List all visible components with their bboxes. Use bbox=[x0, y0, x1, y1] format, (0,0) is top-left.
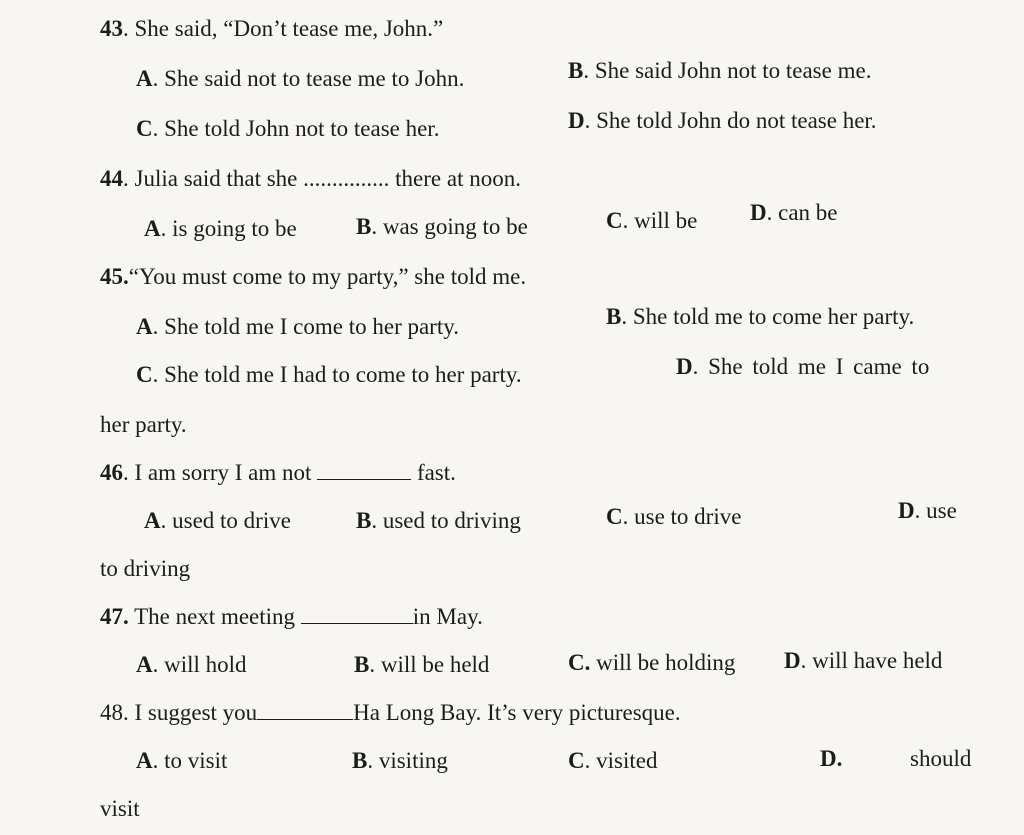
option-44-d: D. can be bbox=[750, 200, 838, 225]
option-47-b: B. will be held bbox=[354, 652, 490, 677]
option-48-d: D. should bbox=[820, 746, 972, 771]
option-46-b: B. used to driving bbox=[356, 508, 521, 533]
option-45-b: B. She told me to come her party. bbox=[606, 304, 915, 329]
option-43-b: B. She said John not to tease me. bbox=[568, 58, 872, 83]
option-48-d-continuation: visit bbox=[100, 796, 140, 821]
option-46-c: C. use to drive bbox=[606, 504, 742, 529]
option-47-a: A. will hold bbox=[136, 652, 247, 677]
question-43-stem: 43. She said, “Don’t tease me, John.” bbox=[100, 16, 444, 41]
option-47-c: C. will be holding bbox=[568, 650, 736, 675]
option-46-d-continuation: to driving bbox=[100, 556, 191, 581]
option-48-a: A. to visit bbox=[136, 748, 228, 773]
option-45-c: C. She told me I had to come to her party. bbox=[136, 362, 522, 387]
option-44-c: C. will be bbox=[606, 208, 698, 233]
answer-blank bbox=[301, 605, 413, 624]
option-43-a: A. She said not to tease me to John. bbox=[136, 66, 465, 91]
answer-blank bbox=[257, 701, 353, 720]
option-44-a: A. is going to be bbox=[144, 216, 297, 241]
question-45-stem: 45.“You must come to my party,” she told me. bbox=[100, 264, 527, 289]
option-43-c: C. She told John not to tease her. bbox=[136, 116, 440, 141]
option-45-d-continuation: her party. bbox=[100, 412, 187, 437]
option-43-d: D. She told John do not tease her. bbox=[568, 108, 877, 133]
option-45-a: A. She told me I come to her party. bbox=[136, 314, 459, 339]
option-46-a: A. used to drive bbox=[144, 508, 291, 533]
option-44-b: B. was going to be bbox=[356, 214, 528, 239]
answer-blank: ............... bbox=[303, 166, 390, 191]
option-46-d: D. use bbox=[898, 498, 957, 523]
option-48-b: B. visiting bbox=[352, 748, 448, 773]
answer-blank bbox=[317, 461, 411, 480]
question-46-stem: 46. I am sorry I am not fast. bbox=[100, 460, 456, 485]
option-45-d: D. She told me I came to bbox=[676, 354, 930, 379]
question-48-stem: 48. I suggest you Ha Long Bay. It’s very picturesque. bbox=[100, 700, 681, 725]
question-44-stem: 44. Julia said that she ............... there at noon. bbox=[100, 166, 521, 191]
question-47-stem: 47. The next meeting in May. bbox=[100, 604, 483, 629]
option-47-d: D. will have held bbox=[784, 648, 943, 673]
option-48-c: C. visited bbox=[568, 748, 658, 773]
